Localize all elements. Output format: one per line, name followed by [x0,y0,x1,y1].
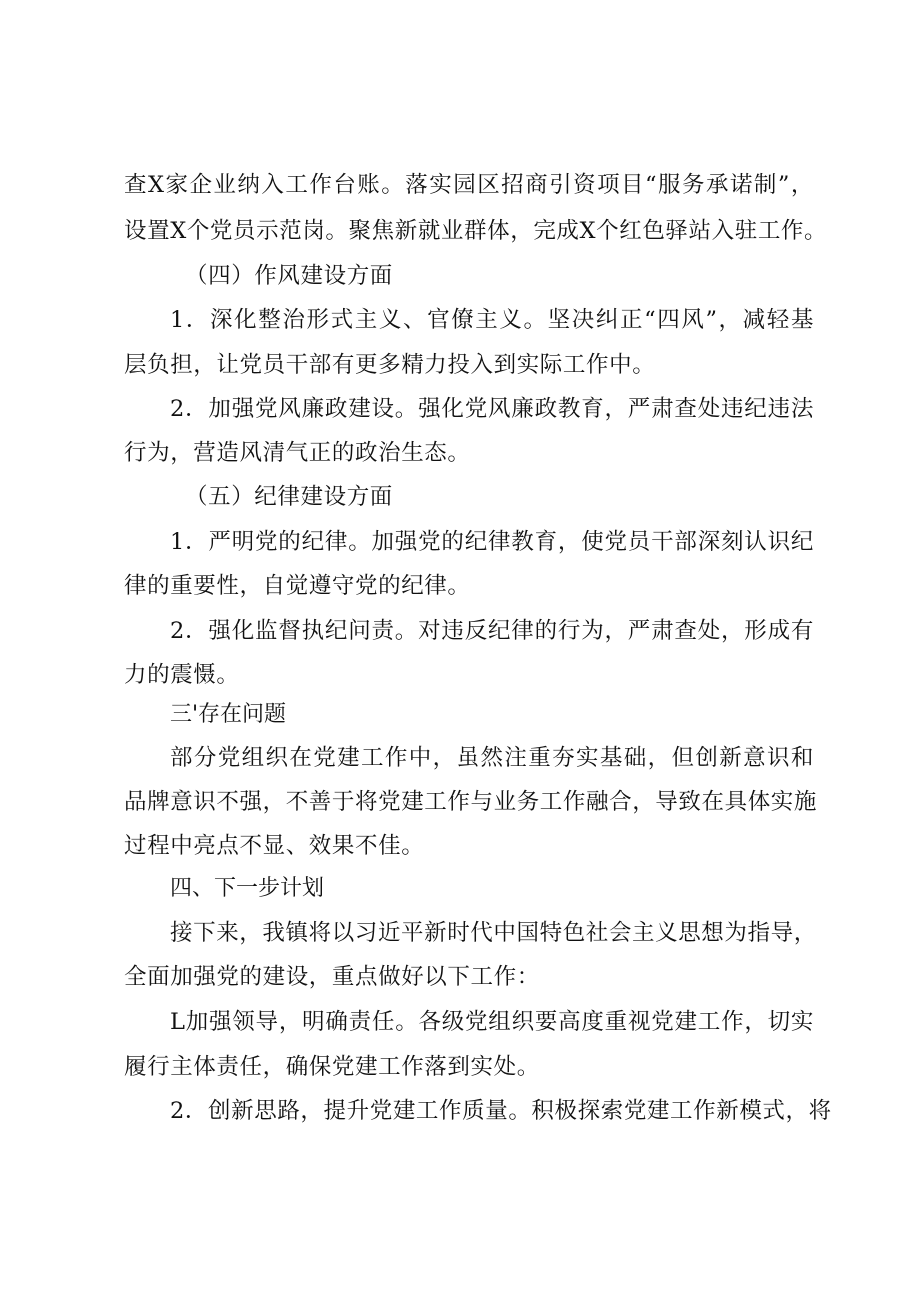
body-text-line: 履行主体责任，确保党建工作落到实处。 [124,1054,540,1080]
list-item-line: 1．严明党的纪律。加强党的纪律教育，使党员干部深刻认识纪 [170,529,814,555]
body-text-line: 接下来，我镇将以习近平新时代中国特色社会主义思想为指导， [170,920,817,946]
body-text-line: 全面加强党的建设，重点做好以下工作： [124,964,540,990]
body-text-line: 行为，营造风清气正的政治生态。 [124,440,471,466]
body-text-line: 查X家企业纳入工作台账。落实园区招商引资项目“服务承诺制”， [124,172,814,198]
section-subheading: （四）作风建设方面 [185,263,393,289]
body-text-line: 品牌意识不强，不善于将党建工作与业务工作融合，导致在具体实施 [124,789,818,815]
body-text-line: 设置X个党员示范岗。聚焦新就业群体，完成X个红色驿站入驻工作。 [124,218,828,244]
body-text-line: 部分党组织在党建工作中，虽然注重夯实基础，但创新意识和 [170,745,814,771]
list-item-line: 2．创新思路，提升党建工作质量。积极探索党建工作新模式，将 [170,1098,832,1124]
body-text-line: 过程中亮点不显、效果不佳。 [124,833,425,859]
list-item-line: 2．加强党风廉政建设。强化党风廉政教育，严肃查处违纪违法 [170,396,814,422]
section-subheading: （五）纪律建设方面 [185,484,393,510]
list-item-line: L加强领导，明确责任。各级党组织要高度重视党建工作，切实 [170,1009,814,1035]
section-heading: 四、下一步计划 [170,876,325,901]
body-text-line: 力的震慑。 [124,662,240,688]
list-item-line: 1．深化整治形式主义、官僚主义。坚决纠正“四风”，减轻基 [170,307,814,333]
body-text-line: 层负担，让党员干部有更多精力投入到实际工作中。 [124,352,656,378]
list-item-line: 2．强化监督执纪问责。对违反纪律的行为，严肃查处，形成有 [170,618,814,644]
body-text-line: 律的重要性，自觉遵守党的纪律。 [124,573,471,599]
section-heading: 三'存在问题 [170,702,287,727]
